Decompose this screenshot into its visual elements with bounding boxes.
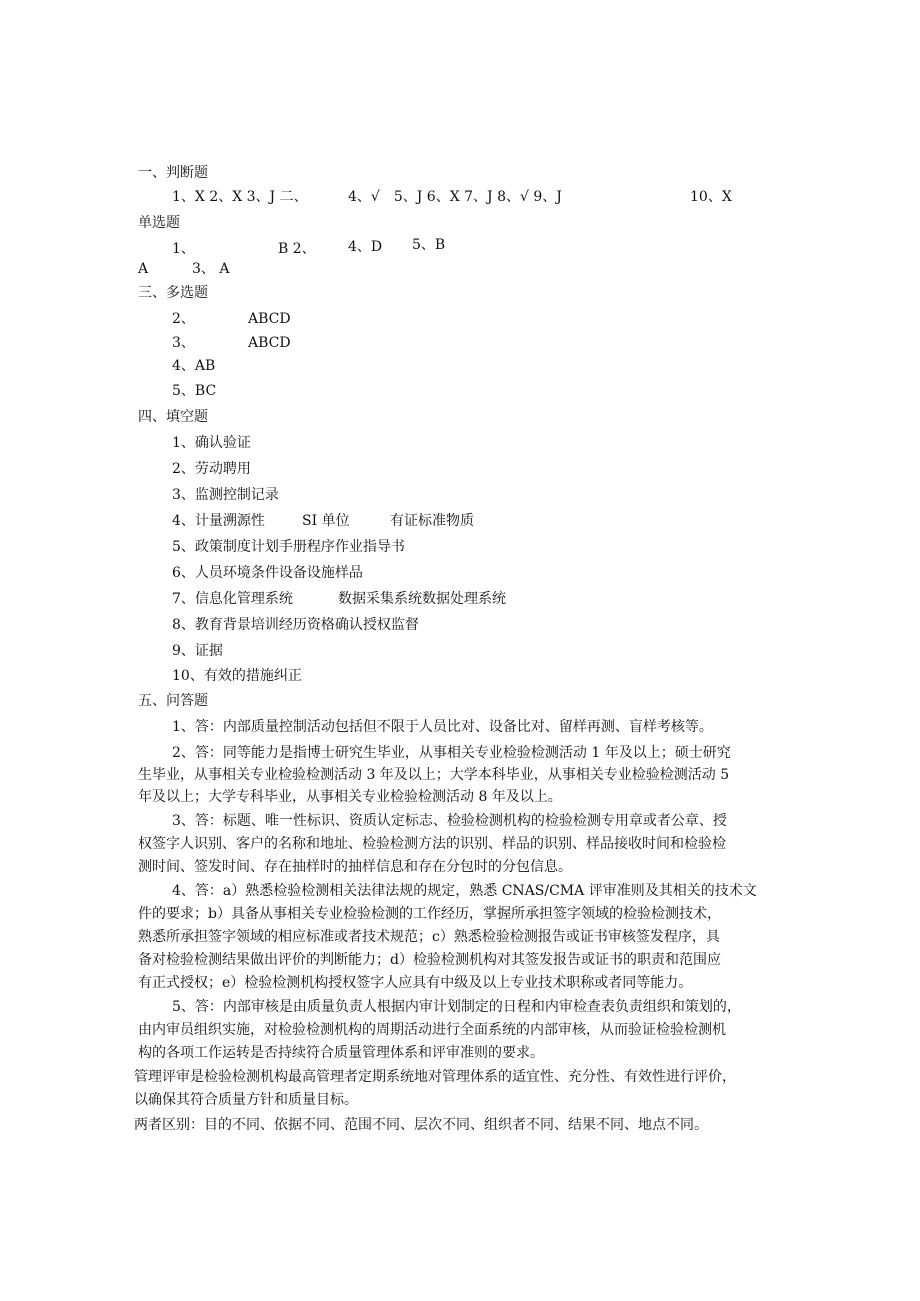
section-title-fill-blank: 四、填空题 <box>138 409 208 425</box>
fill-item: 2、劳动聘用 <box>172 461 251 477</box>
qa-answer-1: 1、答：内部质量控制活动包括但不限于人员比对、设备比对、留样再测、盲样考核等。 <box>172 719 713 735</box>
answer-line-judgement-b: 4、√ 5、J 6、X 7、J 8、√ 9、J <box>348 189 562 205</box>
qa-answer-4-line: 备对检验检测结果做出评价的判断能力；d）检验检测机构对其签发报告或证书的职责和范围应 <box>138 952 721 968</box>
fill-item: 8、教育背景培训经历资格确认授权监督 <box>172 617 419 633</box>
multi-item-ans: ABCD <box>248 335 291 351</box>
qa-answer-2-line: 年及以上；大学专科毕业，从事相关专业检验检测活动 8 年及以上。 <box>138 789 562 805</box>
qa-answer-5-line: 由内审员组织实施，对检验检测机构的周期活动进行全面系统的内部审核，从而验证检验检测机 <box>138 1022 726 1038</box>
qa-answer-4-line: 熟悉所承担签字领域的相应标准或者技术规范；c）熟悉检验检测报告或证书审核签发程序，具 <box>138 929 720 945</box>
section-title-judgement: 一、判断题 <box>138 165 208 181</box>
answer-line-judgement-c: 10、X <box>690 189 732 205</box>
section-title-multi-choice: 三、多选题 <box>138 285 208 301</box>
answer-single-2b: 3、 A <box>192 261 230 277</box>
qa-answer-5-line: 5、答：内部审核是由质量负责人根据内审计划制定的日程和内审检查表负责组织和策划的， <box>172 999 741 1015</box>
multi-item-ans: ABCD <box>248 311 291 327</box>
qa-tail-line: 管理评审是检验检测机构最高管理者定期系统地对管理体系的适宜性、充分性、有效性进行评价， <box>134 1069 736 1085</box>
fill-item: 7、信息化管理系统 <box>172 591 293 607</box>
qa-answer-5-line: 构的各项工作运转是否持续符合质量管理体系和评审准则的要求。 <box>138 1045 544 1061</box>
fill-item-4b: SI 单位 <box>302 513 350 529</box>
qa-answer-3-line: 测时间、签发时间、存在抽样时的抽样信息和存在分包时的分包信息。 <box>138 859 572 875</box>
answer-single-1c: 4、D <box>348 239 383 255</box>
fill-item: 4、计量溯源性 <box>172 513 265 529</box>
fill-item: 1、确认验证 <box>172 435 251 451</box>
qa-answer-4-line: 件的要求；b）具备从事相关专业检验检测的工作经历，掌握所承担签字领域的检验检测技术， <box>138 906 721 922</box>
answer-single-1b: B 2、 <box>278 241 316 257</box>
fill-item-4c: 有证标准物质 <box>390 513 474 529</box>
qa-answer-3-line: 权签字人识别、客户的名称和地址、检验检测方法的识别、样品的识别、样品接收时间和检验检 <box>138 836 726 852</box>
qa-tail-line: 两者区别：目的不同、依据不同、范围不同、层次不同、组织者不同、结果不同、地点不同。 <box>134 1117 708 1133</box>
answer-single-2a: A <box>138 261 149 277</box>
answer-single-1d: 5、B <box>412 237 446 253</box>
fill-item: 3、监测控制记录 <box>172 487 279 503</box>
fill-item: 9、证据 <box>172 643 223 659</box>
qa-answer-2-line: 生毕业，从事相关专业检验检测活动 3 年及以上；大学本科毕业，从事相关专业检验检测活动 5 <box>138 767 730 783</box>
answer-single-1a: 1、 <box>172 241 195 257</box>
section-title-qa: 五、问答题 <box>138 693 208 709</box>
fill-item: 10、有效的措施纠正 <box>172 668 302 684</box>
fill-item-7b: 数据采集系统数据处理系统 <box>338 591 506 607</box>
qa-answer-4-line: 4、答：a）熟悉检验检测相关法律法规的规定，熟悉 CNAS/CMA 评审准则及其相关的技术文 <box>172 883 757 899</box>
multi-item-num: 4、AB <box>172 358 216 374</box>
multi-item-num: 2、 <box>172 311 195 327</box>
qa-tail-line: 以确保其符合质量方针和质量目标。 <box>134 1092 358 1108</box>
multi-item-num: 5、BC <box>172 383 217 399</box>
fill-item: 5、政策制度计划手册程序作业指导书 <box>172 539 405 555</box>
qa-answer-2-line: 2、答：同等能力是指博士研究生毕业，从事相关专业检验检测活动 1 年及以上；硕士研究 <box>172 745 731 761</box>
qa-answer-4-line: 有正式授权；e）检验检测机构授权签字人应具有中级及以上专业技术职称或者同等能力。 <box>138 975 693 991</box>
qa-answer-3-line: 3、答：标题、唯一性标识、资质认定标志、检验检测机构的检验检测专用章或者公章、授 <box>172 813 727 829</box>
section-title-single-choice: 单选题 <box>138 215 180 231</box>
fill-item: 6、人员环境条件设备设施样品 <box>172 565 363 581</box>
answer-line-judgement-a: 1、X 2、X 3、J 二、 <box>172 189 308 205</box>
multi-item-num: 3、 <box>172 335 195 351</box>
